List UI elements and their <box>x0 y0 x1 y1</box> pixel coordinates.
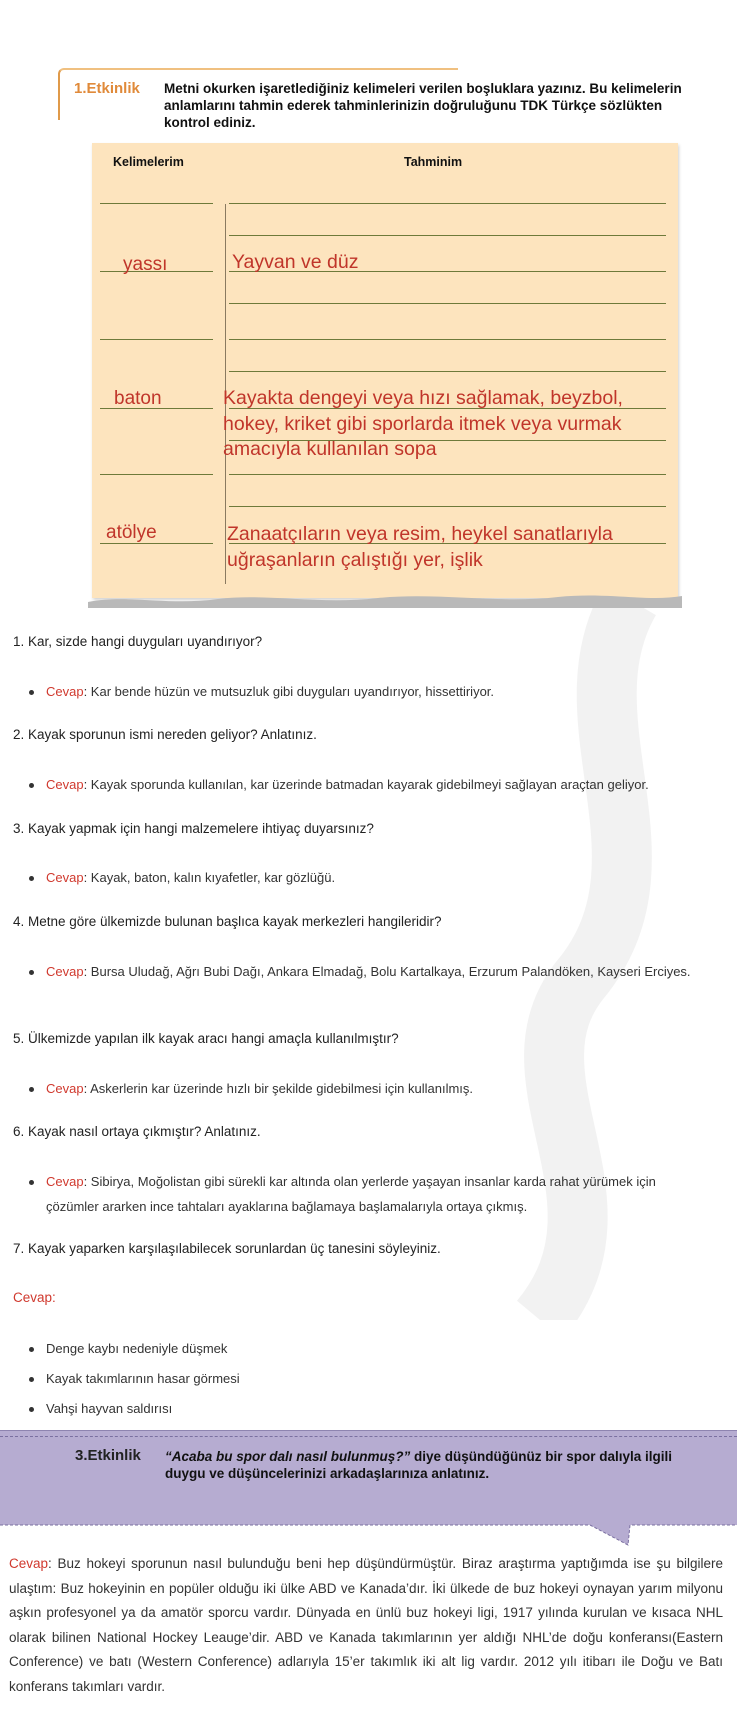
answer-7-item: Kayak takımlarının hasar görmesi <box>46 1371 240 1386</box>
word-line <box>100 474 213 475</box>
answer-7-item: Denge kaybı nedeniyle düşmek <box>46 1341 228 1356</box>
question-1: 1. Kar, sizde hangi duyguları uyandırıyor? <box>13 634 263 649</box>
guess-line <box>229 303 666 304</box>
bullet <box>29 1180 34 1185</box>
answer-5: Cevap: Askerlerin kar üzerinde hızlı bir şekilde gidebilmesi için kullanılmış. <box>46 1081 474 1096</box>
question-6: 6. Kayak nasıl ortaya çıkmıştır? Anlatınız. <box>13 1124 261 1139</box>
question-7: 7. Kayak yaparken karşılaşılabilecek sorunlardan üç tanesini söyleyiniz. <box>13 1241 441 1256</box>
question-5: 5. Ülkemizde yapılan ilk kayak aracı hangi amaçla kullanılmıştır? <box>13 1031 399 1046</box>
word-line <box>100 203 213 204</box>
definition-entry: Yayvan ve düz <box>232 251 359 273</box>
answer-1: Cevap: Kar bende hüzün ve mutsuzluk gibi duyguları uyandırıyor, hissettiriyor. <box>46 684 495 699</box>
torn-paper-edge <box>88 590 682 608</box>
activity3-instruction: “Acaba bu spor dalı nasıl bulunmuş?” diye düşündüğünüz bir spor dalıyla ilgili duygu ve düşüncelerinizi arkadaşlarınıza anlatınız. <box>165 1449 673 1481</box>
bullet <box>29 1407 34 1412</box>
bullet <box>29 970 34 975</box>
guess-line <box>229 339 666 340</box>
bullet <box>29 783 34 788</box>
activity3-number: 3.Etkinlik <box>75 1447 141 1464</box>
word-entry: atölye <box>106 522 157 543</box>
guess-line <box>229 203 666 204</box>
word-entry: yassı <box>123 254 168 275</box>
guess-line <box>229 235 666 236</box>
activity1-instruction: Metni okurken işaretlediğiniz kelimeleri verilen boşluklara yazınız. Bu kelimelerin anlamlarını tahmin ederek tahminlerinizin doğruluğunu TDK Türkçe sözlükten kontrol ediniz. <box>164 81 682 130</box>
guess-line <box>229 474 666 475</box>
word-entry: baton <box>114 388 162 409</box>
question-3: 3. Kayak yapmak için hangi malzemelere ihtiyaç duyarsınız? <box>13 821 374 836</box>
answer-4: Cevap: Bursa Uludağ, Ağrı Bubi Dağı, Ankara Elmadağ, Bolu Kartalkaya, Erzurum Palandöken, Kayseri Erciyes. <box>46 964 691 979</box>
activity3-answer: Cevap: Buz hokeyi sporunun nasıl bulunduğu beni hep düşündürmüştür. Biraz araştırma yaptığımda ise şu bilgilere ulaştım: Buz hokeyinin en popüler olduğu iki ülke ABD ve Kanada’dır. İki ülkede de buz hokeyi oynayan yarım milyonu aşkın profesyonel ya da amatör sporcu vardır. Dünyada en ünlü buz hokeyi ligi, 1917 yılında kurulan ve kısaca NHL olarak bilinen National Hockey Leauge’dir. ABD ve Kanada takımlarının yer aldığı NHL’de doğu konferansı(Eastern Conference) ve batı (Western Conference) adlarıyla 15’er takımlık iki alt lig vardır. 2012 yılı itibarı ile Doğu ve Batı konferans takımları vardır. <box>9 1556 723 1694</box>
column-header-guess: Tahminim <box>404 155 463 169</box>
bullet <box>29 690 34 695</box>
word-line <box>100 339 213 340</box>
definition-entry: Zanaatçıların veya resim, heykel sanatlarıyla uğraşanların çalıştığı yer, işlik <box>227 523 613 571</box>
bullet <box>29 1377 34 1382</box>
question-2: 2. Kayak sporunun ismi nereden geliyor? Anlatınız. <box>13 727 317 742</box>
speech-bubble-tail <box>0 1511 737 1547</box>
activity1-number: 1.Etkinlik <box>74 80 140 97</box>
bullet <box>29 1347 34 1352</box>
answer-6: Cevap: Sibirya, Moğolistan gibi sürekli kar altında olan yerlerde yaşayan insanlar karda rahat yürümek için çözümler ararken ince tahtaları ayaklarına bağlamaya başlamalarıyla ortaya çıkmış. <box>46 1174 656 1214</box>
answer-2: Cevap: Kayak sporunda kullanılan, kar üzerinde batmadan kayarak gidebilmeyi sağlayan araçtan geliyor. <box>46 777 649 792</box>
bullet <box>29 1087 34 1092</box>
bullet <box>29 876 34 881</box>
banner-dashed-border <box>0 1436 737 1437</box>
definition-entry: Kayakta dengeyi veya hızı sağlamak, beyzbol, hokey, kriket gibi sporlarda itmek veya vurmak amacıyla kullanılan sopa <box>223 387 623 460</box>
guess-line <box>229 506 666 507</box>
guess-line <box>229 371 666 372</box>
column-header-words: Kelimelerim <box>113 155 184 169</box>
answer-7-item: Vahşi hayvan saldırısı <box>46 1401 173 1416</box>
question-4: 4. Metne göre ülkemizde bulunan başlıca kayak merkezleri hangileridir? <box>13 914 442 929</box>
answer-3: Cevap: Kayak, baton, kalın kıyafetler, kar gözlüğü. <box>46 870 336 885</box>
answer-7-label: Cevap: <box>13 1290 56 1305</box>
